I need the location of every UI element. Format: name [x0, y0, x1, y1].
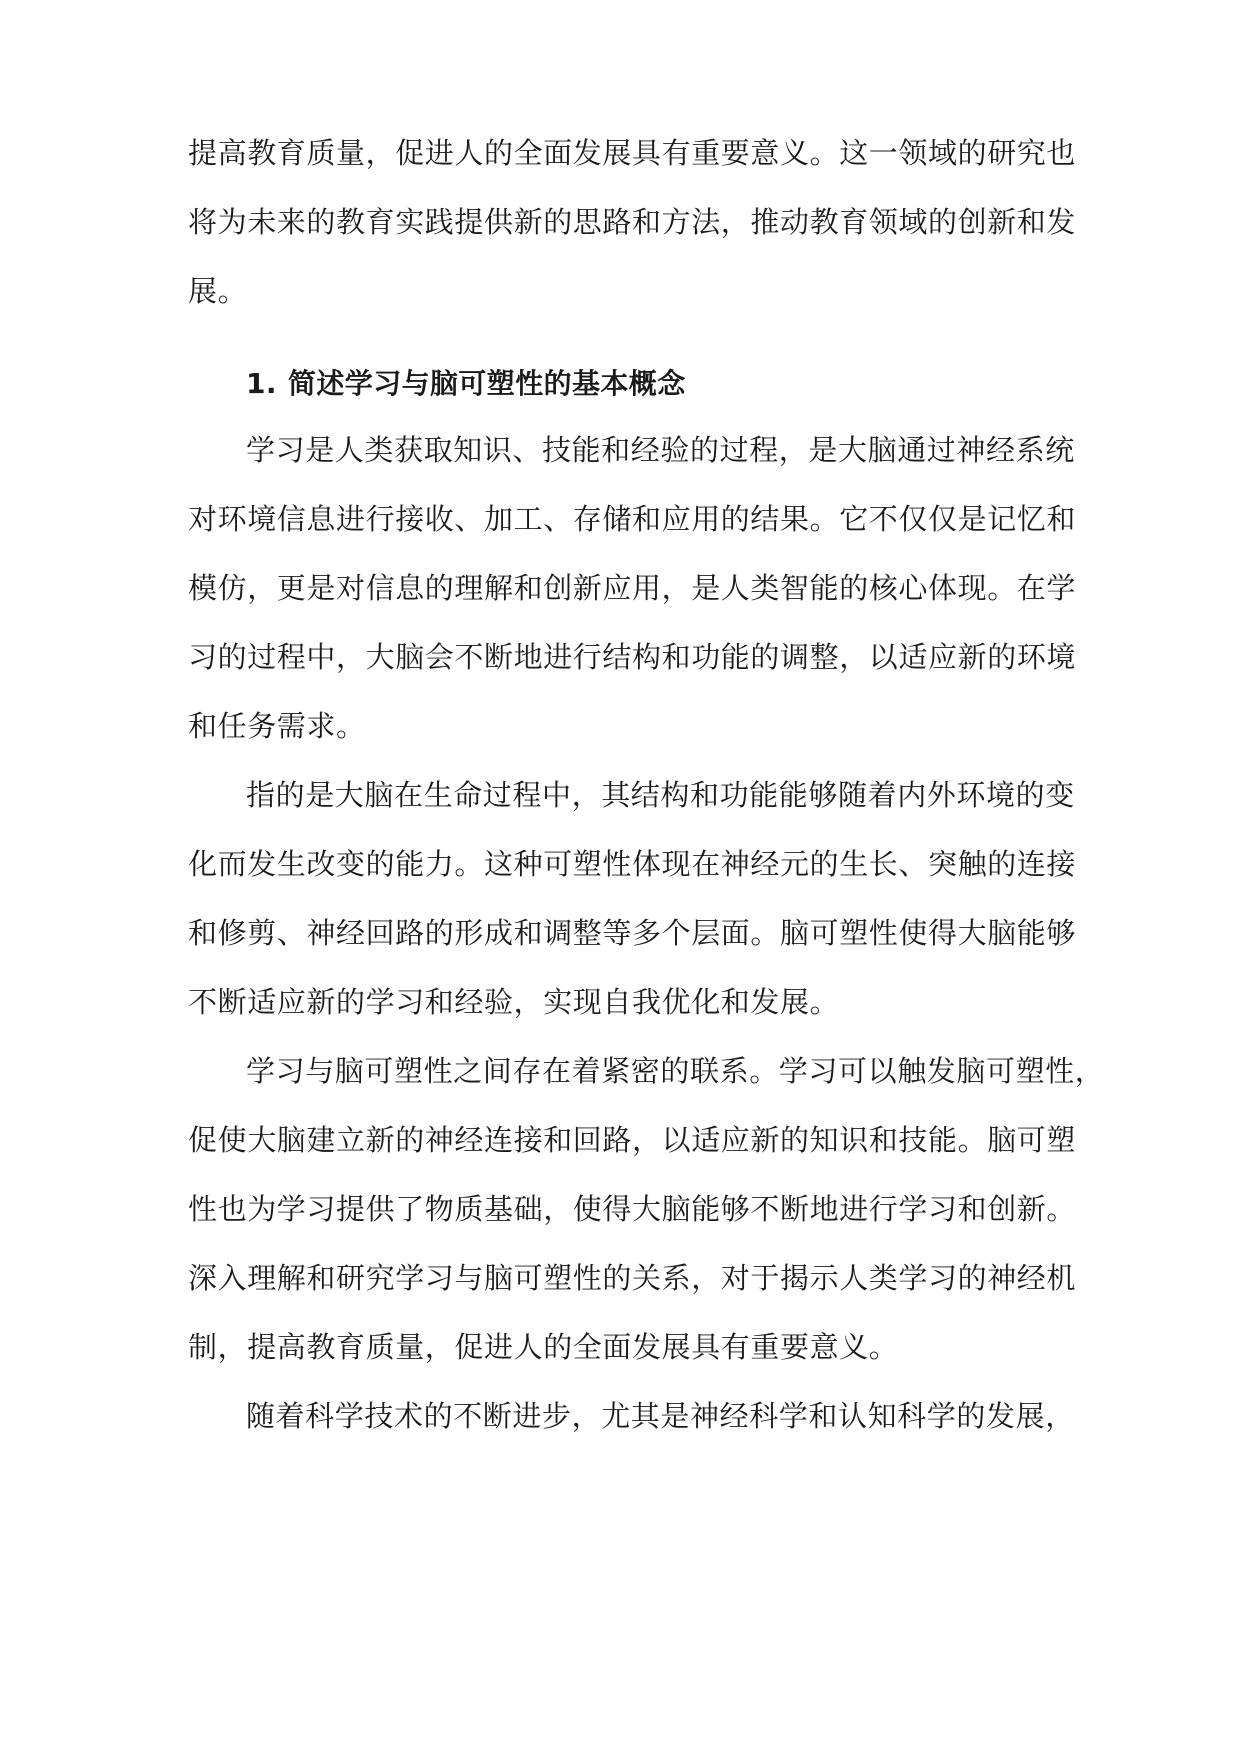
section-number: 1. [246, 367, 277, 400]
text-line: 将为未来的教育实践提供新的思路和方法，推动教育领域的创新和发 [188, 205, 1077, 239]
text-line: 模仿，更是对信息的理解和创新应用，是人类智能的核心体现。在学 [188, 571, 1077, 605]
text-line: 随着科学技术的不断进步，尤其是神经科学和认知科学的发展， [246, 1399, 1075, 1433]
text-line: 对环境信息进行接收、加工、存储和应用的结果。它不仅仅是记忆和 [188, 502, 1077, 536]
text-line: 学习是人类获取知识、技能和经验的过程，是大脑通过神经系统 [246, 433, 1075, 467]
text-line: 指的是大脑在生命过程中，其结构和功能能够随着内外环境的变 [246, 778, 1075, 812]
section-heading [246, 362, 946, 406]
section-title: 简述学习与脑可塑性的基本概念 [288, 367, 686, 400]
text-line: 深入理解和研究学习与脑可塑性的关系，对于揭示人类学习的神经机 [188, 1261, 1077, 1295]
text-line: 不断适应新的学习和经验，实现自我优化和发展。 [188, 985, 840, 1019]
text-line: 化而发生改变的能力。这种可塑性体现在神经元的生长、突触的连接 [188, 847, 1077, 881]
text-line: 性也为学习提供了物质基础，使得大脑能够不断地进行学习和创新。 [188, 1192, 1077, 1226]
text-line: 和任务需求。 [188, 709, 366, 743]
text-line: 学习与脑可塑性之间存在着紧密的联系。学习可以触发脑可塑性， [246, 1054, 1105, 1088]
text-line: 促使大脑建立新的神经连接和回路，以适应新的知识和技能。脑可塑 [188, 1123, 1077, 1157]
text-line: 展。 [188, 274, 248, 308]
text-line: 习的过程中，大脑会不断地进行结构和功能的调整，以适应新的环境 [188, 640, 1077, 674]
text-line: 制，提高教育质量，促进人的全面发展具有重要意义。 [188, 1330, 899, 1364]
text-line: 和修剪、神经回路的形成和调整等多个层面。脑可塑性使得大脑能够 [188, 916, 1077, 950]
text-line: 提高教育质量，促进人的全面发展具有重要意义。这一领域的研究也 [188, 136, 1077, 170]
